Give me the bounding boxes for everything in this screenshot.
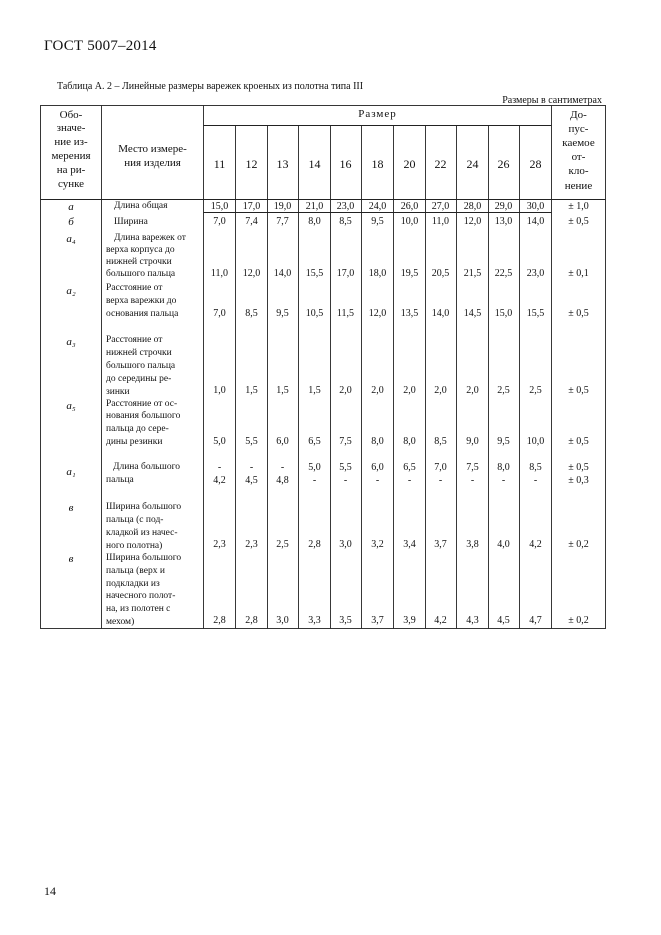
value-cell: 30,0	[526, 201, 545, 212]
value-cell: 2,8	[245, 615, 258, 626]
value-cell: 18,0	[368, 268, 387, 279]
value-cell: 24,0	[368, 201, 387, 212]
tolerance-cell: ± 0,3	[568, 475, 589, 486]
place-text: зинки	[106, 387, 130, 397]
designation-symbol: а₁	[66, 466, 76, 478]
place-text: Ширина	[114, 217, 148, 227]
place-text: ного полотна)	[106, 541, 163, 551]
place-text: большого пальца	[106, 361, 176, 371]
value-cell: 6,5	[403, 462, 416, 473]
value-cell: 6,0	[371, 462, 384, 473]
size-header: 22	[434, 157, 447, 171]
value-cell: -	[375, 475, 380, 486]
value-cell: 2,5	[497, 385, 510, 396]
place-text: большого пальца	[106, 269, 176, 279]
value-cell: 12,0	[463, 216, 482, 227]
value-cell: -	[407, 475, 412, 486]
value-cell: 12,0	[242, 268, 261, 279]
value-cell: -	[470, 475, 475, 486]
place-text: пальца	[106, 475, 134, 485]
value-cell: -	[312, 475, 317, 486]
header-size-title: Размер	[358, 108, 397, 120]
header-tolerance-line: кло-	[568, 165, 589, 177]
value-cell: 8,0	[371, 436, 384, 447]
value-cell: 7,0	[434, 462, 447, 473]
value-cell: 2,8	[213, 615, 226, 626]
value-cell: 1,5	[276, 385, 289, 396]
value-cell: 11,0	[431, 216, 450, 227]
value-cell: 5,5	[339, 462, 352, 473]
value-cell: 21,0	[305, 201, 324, 212]
size-header: 24	[466, 157, 479, 171]
value-cell: 8,5	[434, 436, 447, 447]
value-cell: 8,0	[403, 436, 416, 447]
value-cell: 3,3	[308, 615, 321, 626]
value-cell: 7,7	[276, 216, 289, 227]
size-header: 12	[245, 157, 258, 171]
place-text: Ширина большого	[106, 553, 182, 563]
value-cell: 13,0	[494, 216, 513, 227]
value-cell: 4,2	[434, 615, 447, 626]
value-cell: 12,0	[368, 308, 387, 319]
value-cell: 3,2	[371, 539, 384, 550]
place-text: начесного полот-	[106, 591, 176, 601]
place-text: Расстояние от	[106, 335, 163, 345]
tolerance-cell: ± 0,5	[568, 462, 589, 473]
size-header: 11	[213, 157, 226, 171]
value-cell: 15,0	[494, 308, 513, 319]
value-cell: 6,5	[308, 436, 321, 447]
value-cell: 19,5	[400, 268, 419, 279]
value-cell: 2,5	[529, 385, 542, 396]
value-cell: 8,0	[497, 462, 510, 473]
value-cell: 2,3	[245, 539, 258, 550]
size-header: 13	[276, 157, 289, 171]
value-cell: 7,0	[213, 308, 226, 319]
value-cell: 5,0	[308, 462, 321, 473]
designation-symbol: а₃	[66, 336, 76, 348]
size-header: 16	[339, 157, 352, 171]
value-cell: 10,0	[400, 216, 419, 227]
place-text: Длина варежек от	[114, 233, 186, 243]
place-text: пальца до сере-	[106, 424, 169, 434]
value-cell: 9,5	[276, 308, 289, 319]
tolerance-cell: ± 1,0	[568, 201, 589, 212]
table-caption: Таблица А. 2 – Линейные размеры варежек кроеных из полотна типа III	[57, 81, 364, 92]
tolerance-cell: ± 0,5	[568, 385, 589, 396]
designation-symbol: а₄	[66, 233, 76, 245]
value-cell: 4,0	[497, 539, 510, 550]
value-cell: 2,0	[434, 385, 447, 396]
value-cell: 23,0	[336, 201, 355, 212]
place-text: Расстояние от	[106, 283, 163, 293]
value-cell: 3,9	[403, 615, 416, 626]
value-cell: -	[249, 462, 254, 473]
designation-symbol: а₅	[66, 400, 76, 412]
designation-symbol: в	[68, 553, 74, 565]
place-text: Расстояние от ос-	[106, 399, 178, 409]
value-cell: 14,0	[526, 216, 545, 227]
place-text: подкладки из	[106, 579, 160, 589]
value-cell: -	[280, 462, 285, 473]
document-header: ГОСТ 5007–2014	[44, 38, 157, 54]
place-text: дины резинки	[106, 437, 163, 447]
value-cell: 3,5	[339, 615, 352, 626]
value-cell: 10,5	[305, 308, 324, 319]
value-cell: 15,5	[305, 268, 324, 279]
value-cell: 19,0	[273, 201, 292, 212]
tolerance-cell: ± 0,2	[568, 615, 589, 626]
value-cell: 14,0	[431, 308, 450, 319]
place-text: верха варежки до	[106, 296, 177, 306]
header-designation-line: Обо-	[59, 109, 83, 121]
value-cell: 8,0	[308, 216, 321, 227]
value-cell: 8,5	[245, 308, 258, 319]
value-cell: 8,5	[529, 462, 542, 473]
value-cell: 9,5	[371, 216, 384, 227]
size-header: 26	[497, 157, 510, 171]
value-cell: 1,5	[245, 385, 258, 396]
value-cell: -	[438, 475, 443, 486]
value-cell: 11,0	[210, 268, 229, 279]
value-cell: 1,5	[308, 385, 321, 396]
header-designation-line: на ри-	[56, 164, 86, 176]
value-cell: 7,5	[339, 436, 352, 447]
value-cell: 2,0	[339, 385, 352, 396]
place-text: пальца (с под-	[106, 515, 164, 525]
value-cell: 9,0	[466, 436, 479, 447]
designation-symbol: б	[68, 216, 74, 228]
value-cell: 22,5	[494, 268, 513, 279]
value-cell: 4,5	[497, 615, 510, 626]
value-cell: 20,5	[431, 268, 450, 279]
value-cell: 21,5	[463, 268, 482, 279]
size-header: 14	[308, 157, 321, 171]
value-cell: 4,5	[245, 475, 258, 486]
place-text: мехом)	[106, 617, 135, 627]
value-cell: 2,5	[276, 539, 289, 550]
place-text: верха корпуса до	[106, 245, 175, 255]
value-cell: 14,0	[273, 268, 292, 279]
units-note: Размеры в сантиметрах	[502, 95, 602, 106]
value-cell: 2,0	[403, 385, 416, 396]
place-text: на, из полотен с	[106, 604, 171, 614]
value-cell: 29,0	[494, 201, 513, 212]
size-header: 20	[403, 157, 416, 171]
tolerance-cell: ± 0,5	[568, 308, 589, 319]
value-cell: 23,0	[526, 268, 545, 279]
value-cell: 4,2	[529, 539, 542, 550]
header-tolerance-line: нение	[564, 180, 593, 192]
value-cell: 2,0	[371, 385, 384, 396]
header-designation-line: мерения	[51, 150, 91, 162]
value-cell: -	[343, 475, 348, 486]
value-cell: 11,5	[336, 308, 355, 319]
value-cell: -	[533, 475, 538, 486]
place-text: кладкой из начес-	[106, 528, 178, 538]
place-text: нижней строчки	[106, 257, 172, 267]
header-designation-line: ние из-	[54, 136, 88, 148]
page-number: 14	[44, 884, 56, 898]
value-cell: 4,2	[213, 475, 226, 486]
value-cell: 2,8	[308, 539, 321, 550]
value-cell: -	[501, 475, 506, 486]
place-text: основания пальца	[106, 309, 179, 319]
value-cell: 9,5	[497, 436, 510, 447]
header-place-line: ния изделия	[124, 157, 181, 169]
size-header: 28	[529, 157, 542, 171]
header-tolerance-line: от-	[571, 151, 586, 163]
value-cell: 7,0	[213, 216, 226, 227]
place-text: Ширина большого	[106, 502, 182, 512]
value-cell: 3,0	[276, 615, 289, 626]
tolerance-cell: ± 0,5	[568, 216, 589, 227]
value-cell: 15,5	[526, 308, 545, 319]
value-cell: 26,0	[400, 201, 419, 212]
value-cell: 4,7	[529, 615, 542, 626]
value-cell: 7,4	[245, 216, 258, 227]
place-text: Длина общая	[114, 201, 168, 211]
value-cell: 5,5	[245, 436, 258, 447]
header-tolerance-line: пус-	[568, 123, 589, 135]
value-cell: 1,0	[213, 385, 226, 396]
place-text: Длина большого	[113, 462, 180, 472]
value-cell: 13,5	[400, 308, 419, 319]
value-cell: -	[217, 462, 222, 473]
place-text: до середины ре-	[106, 374, 172, 384]
place-text: пальца (верх и	[106, 566, 165, 576]
value-cell: 4,3	[466, 615, 479, 626]
tolerance-cell: ± 0,1	[568, 268, 589, 279]
value-cell: 3,7	[434, 539, 447, 550]
header-tolerance-line: каемое	[562, 137, 595, 149]
value-cell: 10,0	[526, 436, 545, 447]
tolerance-cell: ± 0,2	[568, 539, 589, 550]
header-designation-line: значе-	[56, 122, 86, 134]
value-cell: 2,3	[213, 539, 226, 550]
value-cell: 14,5	[463, 308, 482, 319]
designation-symbol: а₂	[66, 285, 76, 297]
place-text: нования большого	[106, 411, 181, 421]
value-cell: 3,0	[339, 539, 352, 550]
value-cell: 4,8	[276, 475, 289, 486]
value-cell: 28,0	[463, 201, 482, 212]
value-cell: 8,5	[339, 216, 352, 227]
value-cell: 2,0	[466, 385, 479, 396]
value-cell: 17,0	[336, 268, 355, 279]
value-cell: 3,7	[371, 615, 384, 626]
header-tolerance-line: До-	[570, 109, 587, 121]
value-cell: 6,0	[276, 436, 289, 447]
size-header: 18	[371, 157, 384, 171]
tolerance-cell: ± 0,5	[568, 436, 589, 447]
value-cell: 27,0	[431, 201, 450, 212]
designation-symbol: в	[68, 502, 74, 514]
header-designation-line: сунке	[57, 178, 85, 190]
designation-symbol: а	[68, 201, 74, 213]
value-cell: 5,0	[213, 436, 226, 447]
value-cell: 17,0	[242, 201, 261, 212]
value-cell: 3,4	[403, 539, 416, 550]
place-text: нижней строчки	[106, 348, 172, 358]
value-cell: 7,5	[466, 462, 479, 473]
header-place-line: Место измере-	[118, 143, 187, 155]
value-cell: 15,0	[210, 201, 229, 212]
value-cell: 3,8	[466, 539, 479, 550]
